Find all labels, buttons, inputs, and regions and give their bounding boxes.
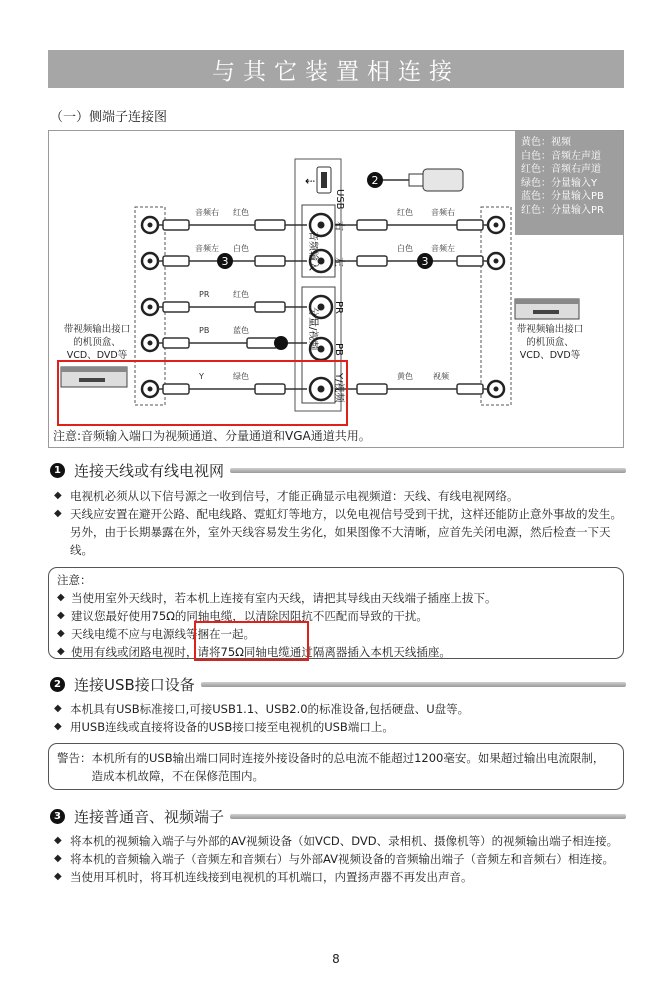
component-video-label: 分量/视频 — [307, 307, 318, 351]
cable-label-right-r-1: 红色 — [397, 208, 413, 217]
right-device-label: 带视频输出接口 的机顶盒、 VCD、DVD等 — [516, 324, 584, 361]
highlight-box-note — [194, 621, 309, 661]
section-1-bullets — [50, 487, 622, 559]
cable-label-left-r-1: 音频右 — [195, 208, 219, 217]
marker-audio-right — [417, 253, 433, 269]
note-item: ◆ 建议您最好使用75Ω的同轴电缆，以清除因阻抗不匹配而导致的干扰。 — [57, 607, 615, 625]
cable-label-right-v-2: 视频 — [433, 372, 449, 381]
page-title: 与其它装置相连接 — [48, 50, 624, 88]
section-3-title: 连接普通音、视频端子 — [74, 807, 225, 826]
note-title: 注意： — [57, 573, 92, 587]
section-2-rule — [201, 682, 626, 687]
usb-label: USB — [334, 189, 345, 210]
note-item: ◆ 天线电缆不应与电源线等捆在一起。 — [57, 625, 615, 643]
right-device-jacks — [488, 217, 504, 397]
usb-stick-icon — [375, 169, 463, 191]
cable-label-right-v-1: 黄色 — [397, 372, 413, 381]
section-2-heading — [50, 673, 626, 695]
section-1-heading — [50, 459, 626, 481]
list-item: ◆ 将本机的视频输入端子与外部的AV视频设备（如VCD、DVD、录相机、摄像机等）的视频输出端子相连接。 — [50, 832, 622, 850]
left-device-label: 带视频输出接口 的机顶盒、 VCD、DVD等 — [63, 324, 131, 361]
pb-label: PB — [333, 343, 344, 356]
cable-label-left-pr-1: PR — [199, 290, 210, 299]
diagram-subtitle: （一）侧端子连接图 — [50, 110, 168, 125]
cable-label-left-pb-1: PB — [199, 326, 210, 335]
y-video-label: Y/视频 — [333, 373, 344, 403]
right-jack-box — [481, 207, 511, 405]
legend-red-pr: 红色：分量输入PR — [521, 204, 604, 216]
color-legend — [515, 131, 623, 235]
section-2-title: 连接USB接口设备 — [74, 675, 195, 694]
dvd-player-right-icon — [515, 299, 579, 319]
connection-diagram — [48, 130, 624, 448]
list-item: ◆ 当使用耳机时，将耳机连线接到电视机的耳机端口，内置扬声器不再发出声音。 — [50, 868, 622, 886]
list-item: ◆ 本机具有USB标准接口,可接USB1.1、USB2.0的标准设备,包括硬盘、U盘等。 — [50, 700, 622, 718]
cable-label-right-r-2: 音频右 — [431, 208, 455, 217]
svg-text:3: 3 — [221, 255, 229, 268]
section-3-bullets — [50, 832, 622, 886]
diagram-note: 注意:音频输入端口为视频通道、分量通道和VGA通道共用。 — [53, 429, 371, 443]
list-item: ◆ 用USB连线或直接将设备的USB接口接至电视机的USB端口上。 — [50, 718, 622, 736]
panel-jack-y — [310, 378, 332, 400]
warning-label: 警告： — [57, 751, 92, 765]
legend-white: 白色：音频左声道 — [521, 150, 601, 162]
svg-text:3: 3 — [421, 255, 429, 268]
note-item: ◆ 当使用室外天线时，若本机上连接有室内天线，请把其导线由天线端子插座上拔下。 — [57, 589, 615, 607]
legend-red: 红色：音频右声道 — [521, 164, 601, 175]
list-item: ◆ 天线应安置在避开公路、配电线路、霓虹灯等地方，以免电视信号受到干扰，这样还能防止意外事故的发生。另外，由于长期暴露在外，室外天线容易发生劣化，如果图像不大清晰，应首先关闭电源，然后检查一下天线。 — [50, 505, 622, 559]
marker-audio-left — [217, 253, 233, 269]
usb-symbol-icon: ⇠ — [305, 174, 316, 188]
cable-label-left-y-2: 绿色 — [233, 372, 249, 381]
dvd-player-left-icon — [61, 367, 127, 387]
section-3-number: 3 — [50, 809, 65, 824]
left-label: 左 — [333, 257, 344, 267]
legend-green: 绿色：分量输入Y — [521, 177, 598, 189]
cable-label-right-l-1: 白色 — [397, 244, 413, 253]
right-label: 右 — [333, 221, 344, 231]
svg-text:2: 2 — [371, 174, 379, 187]
marker-usb — [367, 172, 383, 188]
section-3-rule — [230, 814, 626, 819]
usb-port-slot — [321, 172, 327, 188]
section-1-number: 1 — [50, 463, 65, 478]
audio-in-label: 音频输入 — [307, 231, 318, 271]
section-2-number: 2 — [50, 677, 65, 692]
warning-text: 本机所有的USB输出端口同时连接外接设备时的总电流不能超过1200毫安。如果超过输出电流限制，造成本机故障，不在保修范围内。 — [91, 751, 605, 783]
legend-yellow: 黄色：视频 — [521, 137, 571, 148]
list-item: ◆ 电视机必须从以下信号源之一收到信号，才能正确显示电视频道：天线、有线电视网络。 — [50, 487, 622, 505]
section-1-note-box — [48, 567, 624, 659]
section-3-heading — [50, 805, 626, 827]
cable-label-left-pr-2: 红色 — [233, 290, 249, 299]
left-device-jacks — [142, 217, 158, 397]
usb-warning-box — [48, 743, 624, 790]
section-1-rule — [230, 468, 626, 473]
pr-label: PR — [333, 301, 344, 314]
legend-blue: 蓝色：分量输入PB — [521, 191, 604, 202]
section-1-title: 连接天线或有线电视网 — [74, 461, 225, 480]
cable-label-left-l-2: 白色 — [233, 244, 249, 253]
marker-component — [274, 336, 288, 350]
page-number: 8 — [332, 952, 340, 966]
list-item: ◆ 将本机的音频输入端子（音频左和音频右）与外部AV视频设备的音频输出端子（音频左和音频右）相连接。 — [50, 850, 622, 868]
cable-label-left-pb-2: 蓝色 — [233, 326, 249, 335]
cable-label-left-l-1: 音频左 — [195, 244, 219, 253]
cable-label-left-r-2: 红色 — [233, 208, 249, 217]
note-item: ◆ 使用有线或闭路电视时，请将75Ω同轴电缆通过隔离器插入本机天线插座。 — [57, 643, 615, 661]
cable-label-right-l-2: 音频左 — [431, 244, 455, 253]
cable-label-left-y-1: Y — [199, 372, 204, 381]
section-2-bullets — [50, 700, 622, 736]
